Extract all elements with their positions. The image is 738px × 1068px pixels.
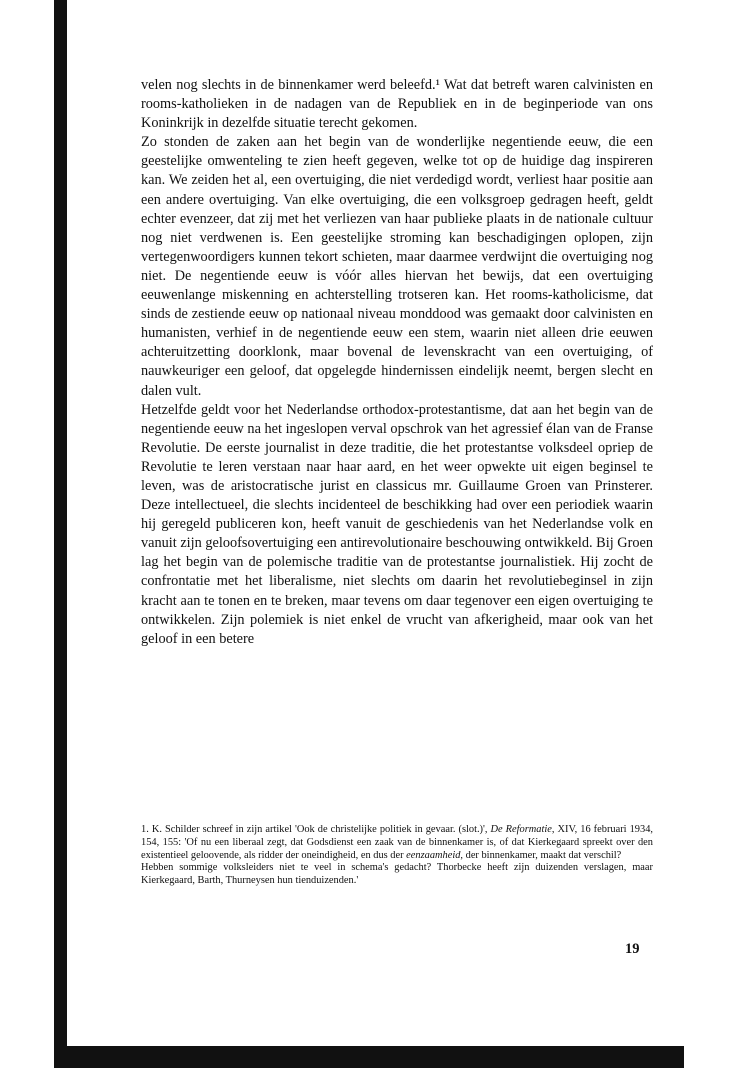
paragraph-2: Zo stonden de zaken aan het begin van de wonderlijke negentiende eeuw, die een geestelijke omwenteling te zien heeft gegeven, welke tot op de huidige dag inspireren kan. We zeiden het al, een overtuiging, die niet verdedigd wordt, verliest haar positie aan een andere overtuiging. Van elke overtuiging, die een volksgroep gedragen heeft, geldt echter evenzeer, dat zij met het verliezen van haar publieke plaats in de nationale cultuur nog niet verdwenen is. Een geestelijke stroming kan beschadigingen oplopen, zijn vertegenwoordigers kunnen tekort schieten, maar daarmee verdwijnt die overtuiging nog niet. De negentiende eeuw is vóór alles hiervan het bewijs, dat een overtuiging eeuwenlange miskenning en achterstelling trotseren kan. Het rooms-katholicisme, dat sinds de zestiende eeuw op nationaal niveau monddood was gemaakt door calvinisten en humanisten, verhief in de negentiende eeuw een stem, waarin niet alleen drie eeuwen achteruitzetting doorklonk, maar bovenal de levenskracht van een overtuiging, of nauwkeuriger een geloof, dat opgelegde hindernissen eindelijk neemt, bergen slecht en dalen vult. bbox=[141, 134, 653, 399]
scan-edge-left bbox=[54, 0, 67, 1068]
footnote-1-continued: Hebben sommige volksleiders niet te veel in schema's gedacht? Thorbecke heeft zijn duizenden verslagen, maar Kierkegaard, Barth, Thurneysen hun tienduizenden.' bbox=[141, 862, 653, 887]
paragraph-3: Hetzelfde geldt voor het Nederlandse orthodox-protestantisme, dat aan het begin van de negentiende eeuw na het ingeslopen verval opschrok van het agressief élan van de Franse Revolutie. De eerste journalist in deze traditie, die het protestantse volksdeel opriep de Revolutie te leren verstaan naar haar aard, en het weer opwekte uit eigen beginsel te leven, was de aristocratische jurist en classicus mr. Guillaume Groen van Prinsterer. Deze intellectueel, die slechts incidenteel de beschikking had over een periodiek waarin hij geregeld publiceren kon, heeft vanuit de geschiedenis van het Nederlandse volk en vanuit zijn geloofsovertuiging een antirevolutionaire beschouwing ontwikkeld. Bij Groen lag het begin van de polemische traditie van de protestantse journalistiek. Hij zocht de confrontatie met het liberalisme, niet slechts om daarin het revolutiebeginsel in zijn kracht aan te tonen en te breken, maar tevens om daar tegenover een eigen overtuiging te ontwikkelen. Zijn polemiek is niet enkel de vrucht van afkerigheid, maar ook van het geloof in een betere bbox=[141, 401, 653, 647]
footnote-1-journal: De Reformatie bbox=[490, 824, 552, 835]
footnote-1 bbox=[141, 824, 653, 862]
page-number: 19 bbox=[625, 941, 640, 957]
main-text bbox=[141, 76, 653, 649]
scan-edge-bottom bbox=[54, 1046, 684, 1068]
footnote-1-emphasis: eenzaamheid bbox=[406, 849, 461, 861]
footnotes bbox=[141, 824, 653, 888]
footnote-1-text-b: , XIV, 16 februari 1934, 154, 155: 'Of nu een liberaal zegt, dat Godsdienst een zaak van de binnenkamer is, of dat Kierkegaard spreekt over den existentieel geloovende, als ridder der oneindigheid, en dus der bbox=[141, 824, 653, 861]
paragraph-1: velen nog slechts in de binnenkamer werd beleefd.¹ Wat dat betreft waren calvinisten en rooms-katholieken in de nadagen van de Republiek en in de beginperiode van ons Koninkrijk in dezelfde situatie terecht gekomen. bbox=[141, 77, 653, 132]
footnote-1-text-a: 1. K. Schilder schreef in zijn artikel 'Ook de christelijke politiek in gevaar. (slot.)', bbox=[141, 824, 491, 835]
footnote-1-text-c: , der binnenkamer, maakt dat verschil? bbox=[460, 849, 622, 861]
